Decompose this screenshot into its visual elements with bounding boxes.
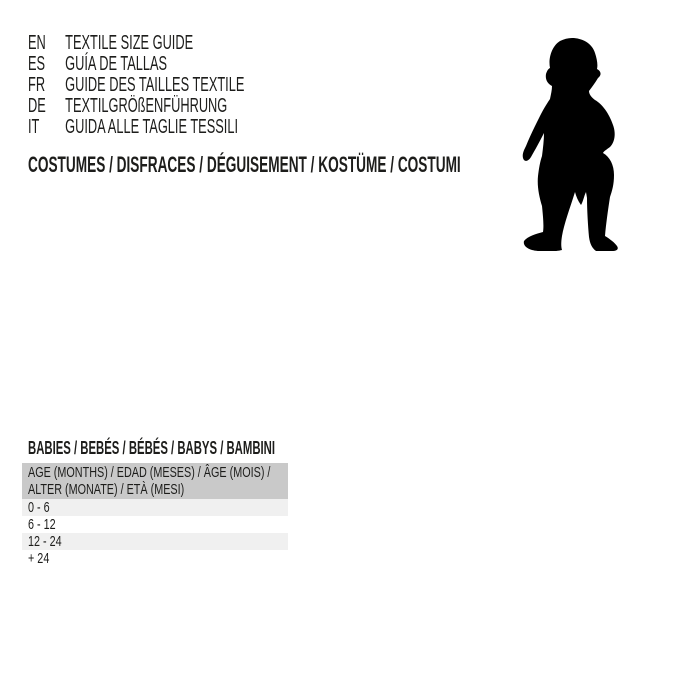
language-label: TEXTILE SIZE GUIDE — [65, 32, 194, 54]
language-row-es — [28, 54, 244, 75]
table-row — [22, 499, 288, 516]
language-code: FR — [28, 74, 46, 96]
age-range-value: + 24 — [28, 550, 50, 567]
category-title: COSTUMES / DISFRACES / DÉGUISEMENT / KOSTÜME / COSTUMI — [28, 152, 461, 177]
baby-silhouette-shape — [523, 38, 618, 251]
age-range-value: 6 - 12 — [28, 516, 56, 533]
table-row — [22, 533, 288, 550]
language-row-it — [28, 117, 244, 138]
table-row — [22, 550, 288, 567]
size-table-header-line: ALTER (MONATE) / ETÀ (MESI) — [28, 481, 185, 498]
age-range-value: 12 - 24 — [28, 533, 62, 550]
baby-silhouette-illustration — [522, 38, 618, 251]
language-label: GUIDA ALLE TAGLIE TESSILI — [65, 116, 239, 138]
language-row-fr — [28, 75, 244, 96]
size-table — [22, 463, 288, 567]
language-row-en — [28, 33, 244, 54]
language-code: EN — [28, 32, 46, 54]
language-label: TEXTILGRÖßENFÜHRUNG — [65, 95, 228, 117]
language-code: ES — [28, 53, 46, 75]
language-guide-list — [28, 33, 366, 138]
language-label: GUÍA DE TALLAS — [65, 53, 168, 75]
size-table-header — [22, 463, 288, 499]
size-table-header-line: AGE (MONTHS) / EDAD (MESES) / ÂGE (MOIS) / — [28, 464, 271, 481]
age-range-value: 0 - 6 — [28, 499, 50, 516]
language-code: DE — [28, 95, 46, 117]
babies-section-title: BABIES / BEBÉS / BÉBÉS / BABYS / BAMBINI — [28, 438, 275, 458]
language-code: IT — [28, 116, 40, 138]
language-row-de — [28, 96, 244, 117]
table-row — [22, 516, 288, 533]
language-label: GUIDE DES TAILLES TEXTILE — [65, 74, 245, 96]
